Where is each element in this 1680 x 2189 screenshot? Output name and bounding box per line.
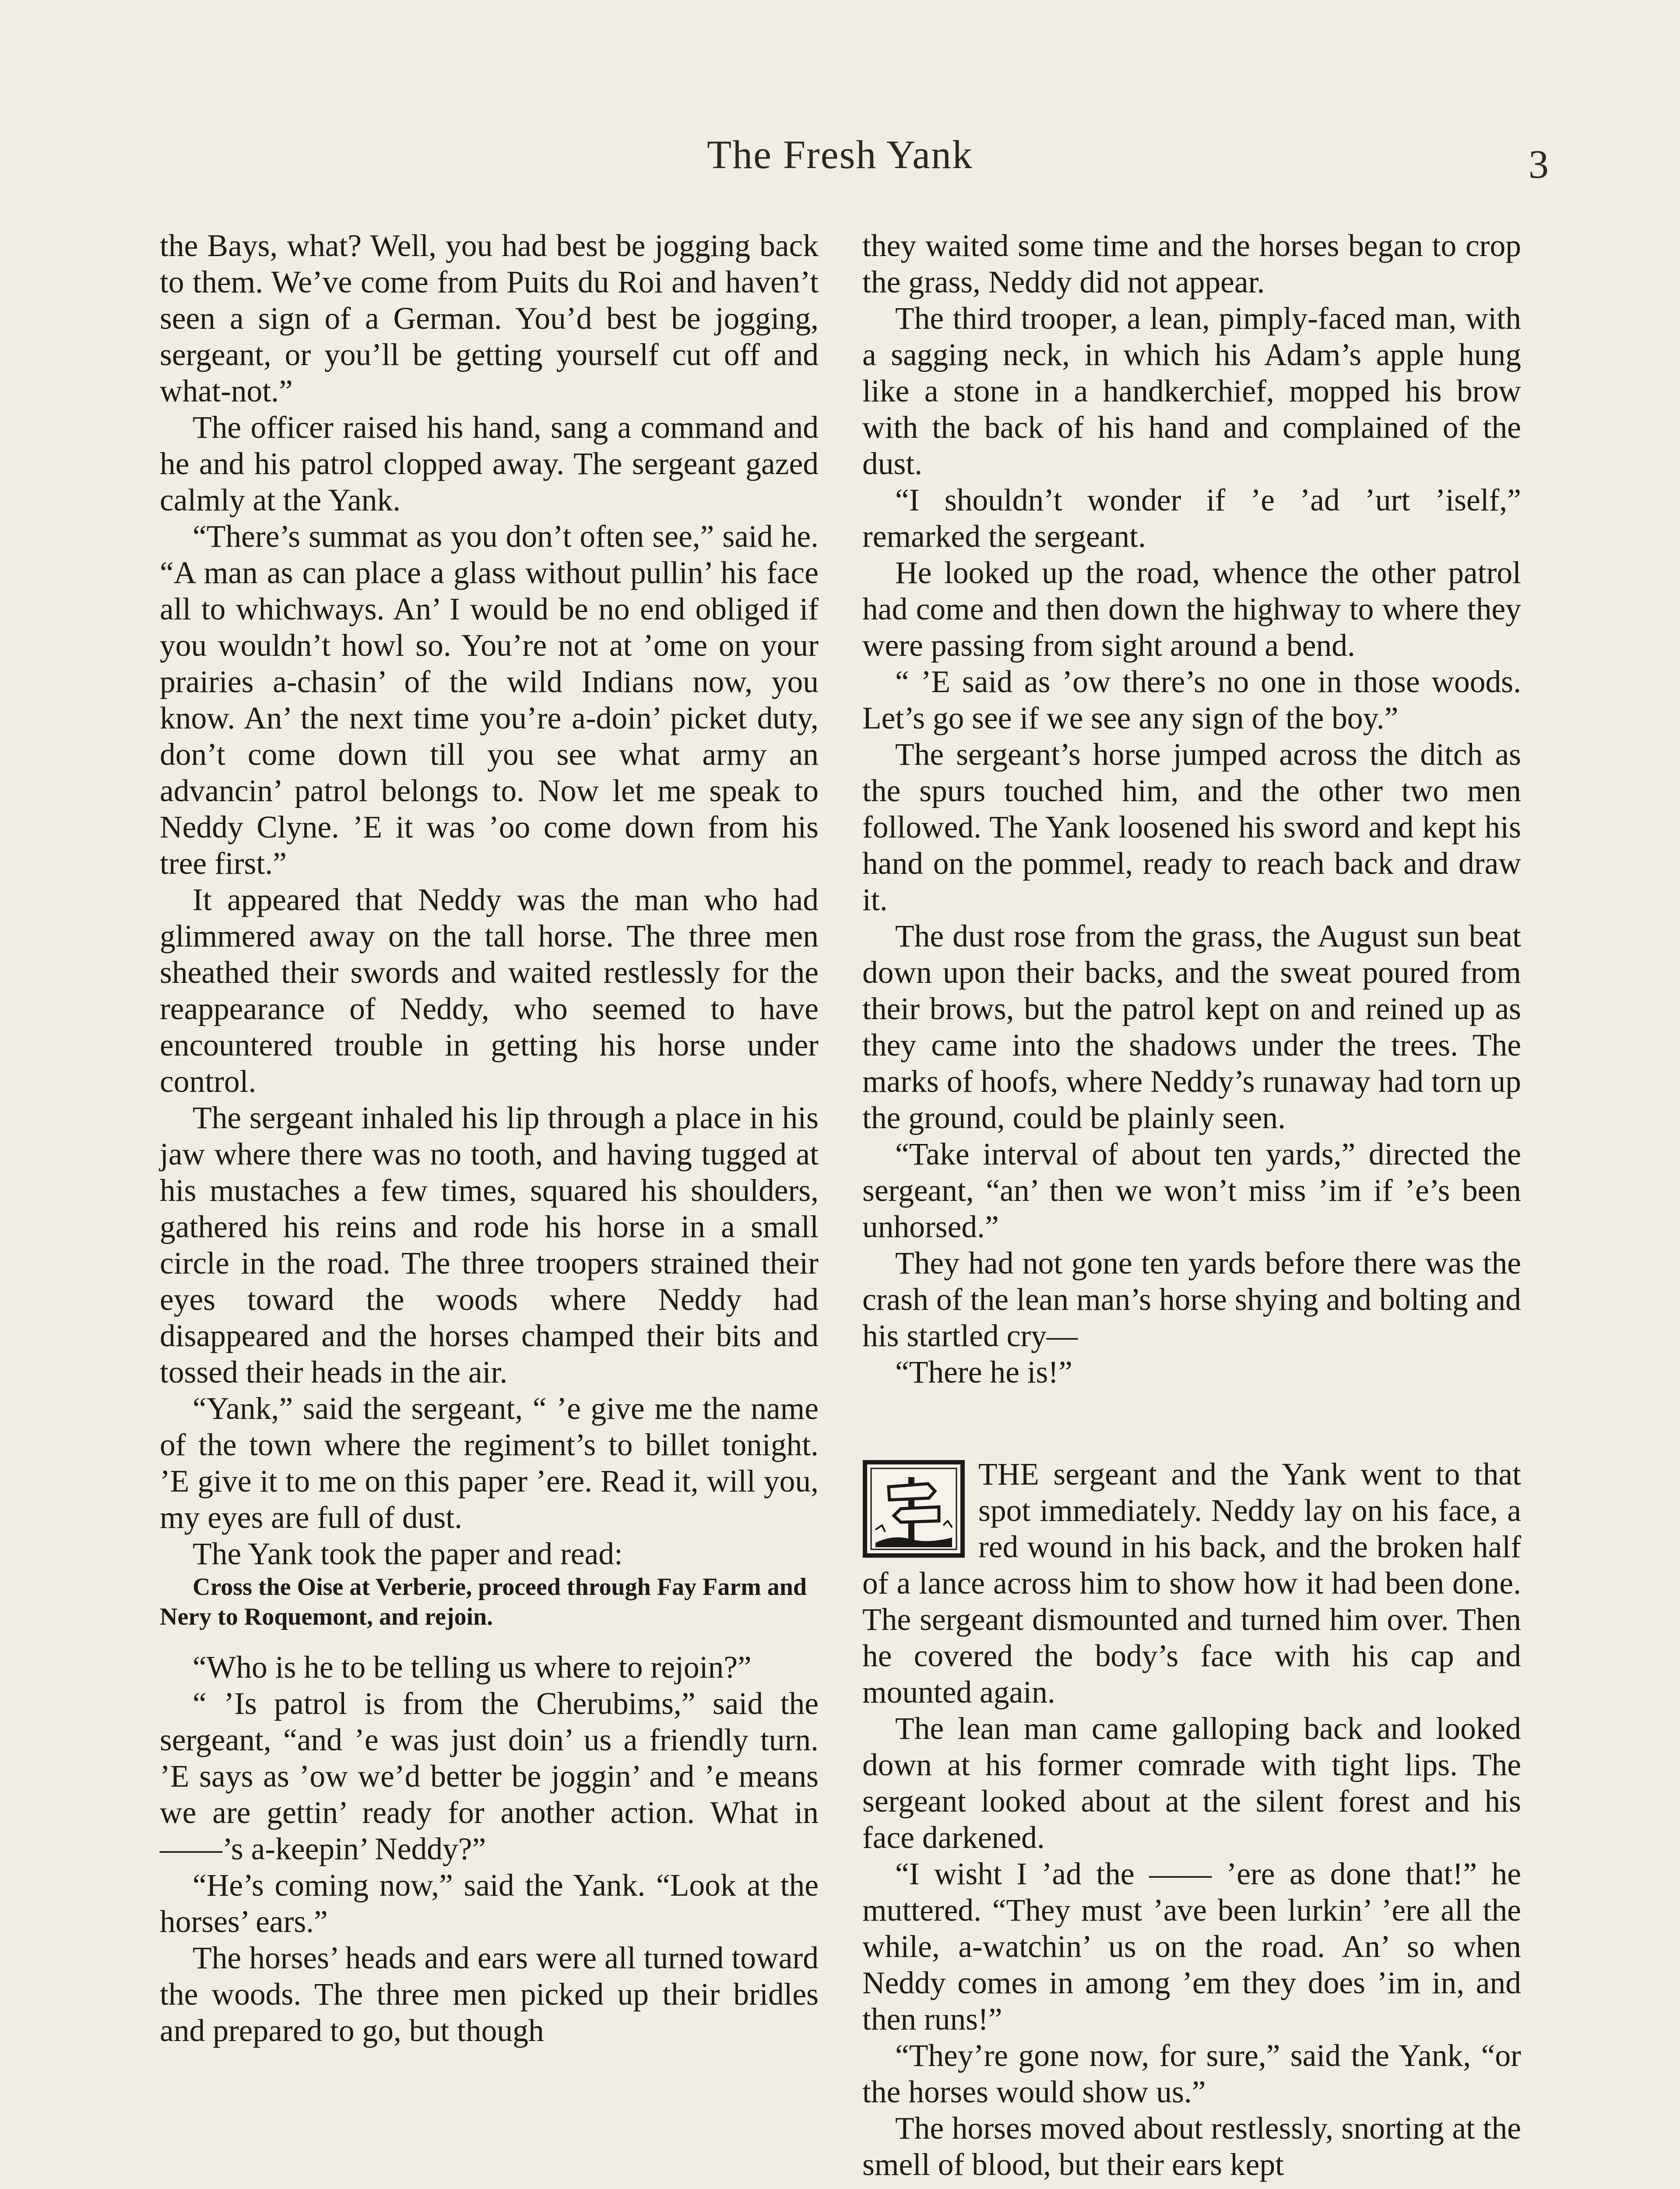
paragraph: they waited some time and the horses began to crop the grass, Neddy did not appear. — [862, 229, 1521, 299]
paragraph: The Yank took the paper and read: — [193, 1537, 623, 1571]
paragraph: The third trooper, a lean, pimply-faced man, with a sagging neck, in which his Adam’s apple hung like a stone in a handkerchief, mopped his brow with the back of his hand and complained of the dust. — [862, 301, 1521, 481]
left-column — [160, 228, 819, 2049]
paragraph: “He’s coming now,” said the Yank. “Look at the horses’ ears.” — [160, 1868, 819, 1939]
paragraph: “ ’Is patrol is from the Cherubims,” said the sergeant, “and ’e was just doin’ us a friendly turn. ’E says as ’ow we’d better be joggin’ and ’e means we are gettin’ ready for another action. What in ——’s a-keepin’ Neddy?” — [160, 1686, 819, 1866]
paragraph: The sergeant inhaled his lip through a place in his jaw where there was no tooth, and having tugged at his mustaches a few times, squared his shoulders, gathered his reins and rode his horse in a small circle in the road. The three troopers strained their eyes toward the woods where Neddy had disappeared and the horses champed their bits and tossed their heads in the air. — [160, 1101, 819, 1390]
block-quote: Cross the Oise at Verberie, proceed through Fay Farm and Nery to Roquemont, and rejoin. — [160, 1573, 807, 1630]
paragraph: The horses moved about restlessly, snorting at the smell of blood, but their ears kept — [862, 2111, 1521, 2182]
paragraph: The dust rose from the grass, the August sun beat down upon their backs, and the sweat poured from their brows, but the patrol kept on and reined up as they came into the shadows under the trees. The marks of hoofs, where Neddy’s runaway had torn up the ground, could be plainly seen. — [862, 919, 1521, 1135]
paragraph: “I wisht I ’ad the —— ’ere as done that!” he muttered. “They must ’ave been lurkin’ ’ere all the while, a-watchin’ us on the road. An’ so when Neddy comes in among ’em they does ’im in, and then runs!” — [862, 1857, 1521, 2037]
paragraph: “There’s summat as you don’t often see,” said he. “A man as can place a glass without pullin’ his face all to whichways. An’ I would be no end obliged if you wouldn’t howl so. You’re not at ’ome on your prairies a-chasin’ of the wild Indians now, you know. An’ the next time you’re a-doin’ picket duty, don’t come down till you see what army an advancin’ patrol belongs to. Now let me speak to Neddy Clyne. ’E it was ’oo come down from his tree first.” — [160, 519, 819, 881]
paragraph: They had not gone ten yards before there was the crash of the lean man’s horse shying and bolting and his startled cry— — [862, 1246, 1521, 1353]
paragraph: The sergeant’s horse jumped across the ditch as the spurs touched him, and the other two men followed. The Yank loosened his sword and kept his hand on the pommel, ready to reach back and draw it. — [862, 737, 1521, 917]
paragraph: “I shouldn’t wonder if ’e ’ad ’urt ’iself,” remarked the sergeant. — [862, 483, 1521, 554]
paragraph: The lean man came galloping back and looked down at his former comrade with tight lips. The sergeant looked about at the silent forest and his face darkened. — [862, 1711, 1521, 1855]
page-number: 3 — [1529, 142, 1549, 187]
signpost-dropcap-icon — [862, 1460, 965, 1558]
paragraph: the Bays, what? Well, you had best be jogging back to them. We’ve come from Puits du Roi and haven’t seen a sign of a German. You’d best be jogging, sergeant, or you’ll be getting yourself cut off and what-not.” — [160, 229, 819, 408]
paragraph: The officer raised his hand, sang a command and he and his patrol clopped away. The sergeant gazed calmly at the Yank. — [160, 410, 819, 517]
running-title: The Fresh Yank — [706, 132, 974, 177]
page-header — [0, 131, 1680, 193]
paragraph: “There he is!” — [895, 1355, 1072, 1390]
paragraph: “Yank,” said the sergeant, “ ’e give me the name of the town where the regiment’s to billet tonight. ’E give it to me on this paper ’ere. Read it, will you, my eyes are full of dust. — [160, 1391, 819, 1535]
paragraph: “They’re gone now, for sure,” said the Yank, “or the horses would show us.” — [862, 2038, 1521, 2109]
paragraph: It appeared that Neddy was the man who had glimmered away on the tall horse. The three men sheathed their swords and waited restlessly for the reappearance of Neddy, who seemed to have encountered trouble in getting his horse under control. — [160, 883, 819, 1099]
paragraph: He looked up the road, whence the other patrol had come and then down the highway to where they were passing from sight around a bend. — [862, 556, 1521, 663]
paragraph: “Who is he to be telling us where to rejoin?” — [193, 1650, 752, 1685]
paragraph: The horses’ heads and ears were all turned toward the woods. The three men picked up their bridles and prepared to go, but though — [160, 1941, 819, 2048]
paragraph-dropcap: THE sergeant and the Yank went to that spot immediately. Neddy lay on his face, a red wound in his back, and the broken half of a lance across him to show how it had been done. The sergeant dismounted and turned him over. Then he covered the body’s face with his cap and mounted again. — [862, 1457, 1521, 1710]
right-column — [862, 228, 1521, 2183]
section-break — [862, 1390, 1521, 1456]
paragraph: “ ’E said as ’ow there’s no one in those woods. Let’s go see if we see any sign of the boy.” — [862, 665, 1521, 736]
paragraph: “Take interval of about ten yards,” directed the sergeant, “an’ then we won’t miss ’im if ’e’s been unhorsed.” — [862, 1137, 1521, 1244]
